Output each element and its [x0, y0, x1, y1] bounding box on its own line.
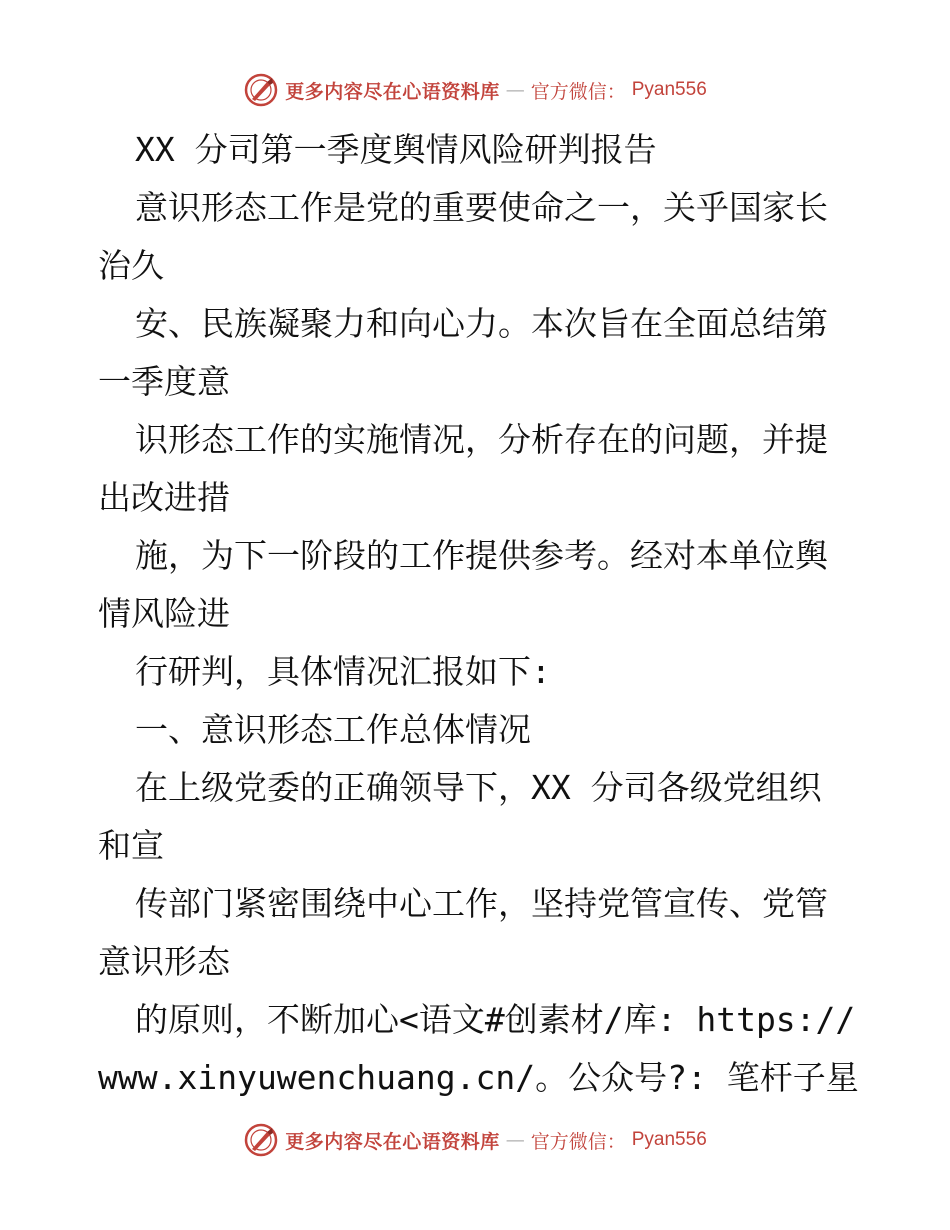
- document-title: XX 分司第一季度舆情风险研判报告: [135, 130, 657, 169]
- text-line: 治久: [98, 246, 164, 285]
- text-line: 传部门紧密围绕中心工作，坚持党管宣传、党管: [135, 884, 828, 923]
- banner-wechat-label: 官方微信：: [530, 80, 626, 103]
- banner-separator: —: [505, 79, 525, 101]
- banner-wechat-label: 官方微信：: [530, 1130, 626, 1153]
- footer-banner: [0, 1118, 950, 1162]
- text-line: 出改进措: [98, 478, 230, 517]
- text-line: 安、民族凝聚力和向心力。本次旨在全面总结第: [135, 304, 828, 343]
- pen-seal-logo-icon: [243, 1122, 279, 1158]
- banner-separator: —: [505, 1129, 525, 1151]
- document-body: [98, 121, 858, 1107]
- text-line: 意识形态工作是党的重要使命之一，关乎国家长: [135, 188, 828, 227]
- banner-brand-text: 更多内容尽在心语资料库: [285, 80, 500, 103]
- text-line: 行研判，具体情况汇报如下:: [135, 652, 551, 691]
- header-banner: [0, 68, 950, 112]
- text-line: 在上级党委的正确领导下，XX 分司各级党组织: [135, 768, 822, 807]
- text-line: 施，为下一阶段的工作提供参考。经对本单位舆: [135, 536, 828, 575]
- section-heading: 一、意识形态工作总体情况: [135, 710, 531, 749]
- text-line: 意识形态: [98, 942, 230, 981]
- pen-seal-logo-icon: [243, 72, 279, 108]
- text-line: 的原则，不断加心<语文#创素材/库: https://: [135, 1000, 856, 1039]
- banner-brand-text: 更多内容尽在心语资料库: [285, 1130, 500, 1153]
- text-line: 识形态工作的实施情况，分析存在的问题，并提: [135, 420, 828, 459]
- text-line: 和宣: [98, 826, 164, 865]
- banner-wechat-id: Pyan556: [631, 1129, 707, 1150]
- text-line: www.xinyuwenchuang.cn/。公众号?: 笔杆子星: [98, 1058, 859, 1097]
- text-line: 情风险进: [98, 594, 230, 633]
- banner-wechat-id: Pyan556: [631, 79, 707, 100]
- text-line: 一季度意: [98, 362, 230, 401]
